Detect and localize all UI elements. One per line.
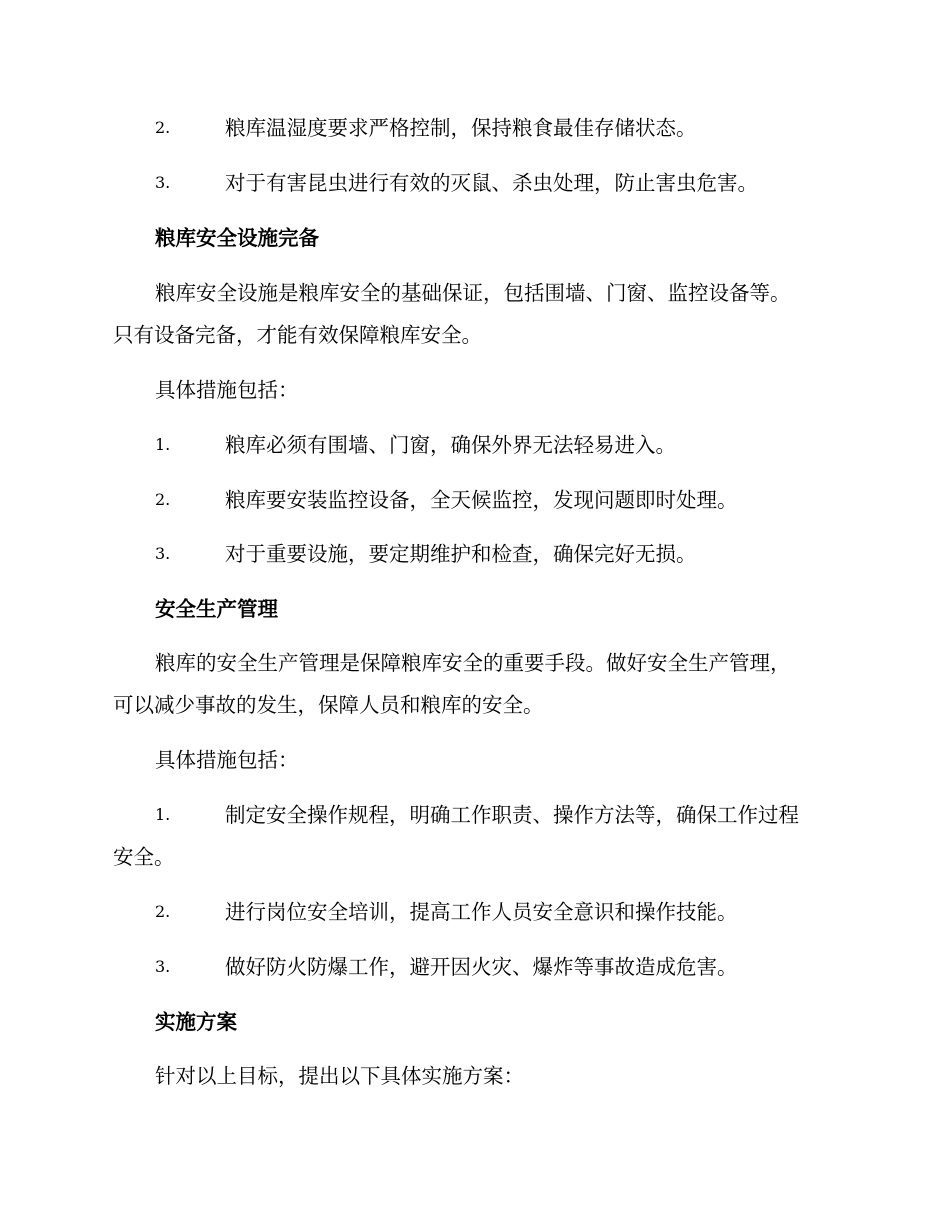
list-number: 3. bbox=[155, 173, 171, 192]
list-text: 粮库要安装监控设备，全天候监控，发现问题即时处理。 bbox=[225, 488, 738, 512]
list-text: 对于重要设施，要定期维护和检查，确保完好无损。 bbox=[225, 542, 697, 566]
list-number: 1. bbox=[155, 435, 171, 454]
section-heading: 安全生产管理 bbox=[155, 597, 278, 621]
list-item bbox=[155, 540, 838, 568]
list-text: 制定安全操作规程，明确工作职责、操作方法等，确保工作过程 bbox=[225, 803, 799, 827]
list-number: 3. bbox=[155, 544, 171, 563]
paragraph-line: 粮库的安全生产管理是保障粮库安全的重要手段。做好安全生产管理， bbox=[155, 651, 791, 675]
list-number: 3. bbox=[155, 957, 171, 976]
paragraph-line: 针对以上目标，提出以下具体实施方案： bbox=[155, 1064, 524, 1088]
list-text: 粮库温湿度要求严格控制，保持粮食最佳存储状态。 bbox=[225, 116, 697, 140]
section-heading: 粮库安全设施完备 bbox=[155, 226, 319, 250]
list-number: 2. bbox=[155, 902, 171, 921]
list-text: 对于有害昆虫进行有效的灭鼠、杀虫处理，防止害虫危害。 bbox=[225, 171, 758, 195]
list-item bbox=[155, 801, 838, 829]
section-heading: 实施方案 bbox=[155, 1010, 237, 1034]
paragraph-line: 粮库安全设施是粮库安全的基础保证，包括围墙、门窗、监控设备等。 bbox=[155, 281, 791, 305]
list-item bbox=[155, 431, 838, 459]
list-intro: 具体措施包括： bbox=[155, 378, 299, 402]
list-number: 2. bbox=[155, 118, 171, 137]
list-item bbox=[155, 953, 838, 981]
list-text: 做好防火防爆工作，避开因火灾、爆炸等事故造成危害。 bbox=[225, 955, 738, 979]
list-item bbox=[155, 169, 838, 197]
list-text: 粮库必须有围墙、门窗，确保外界无法轻易进入。 bbox=[225, 433, 676, 457]
list-intro: 具体措施包括： bbox=[155, 748, 299, 772]
list-number: 2. bbox=[155, 490, 171, 509]
list-item bbox=[155, 486, 838, 514]
list-item-continuation: 安全。 bbox=[113, 845, 175, 869]
list-text: 进行岗位安全培训，提高工作人员安全意识和操作技能。 bbox=[225, 900, 738, 924]
list-item bbox=[155, 898, 838, 926]
paragraph-line: 只有设备完备，才能有效保障粮库安全。 bbox=[113, 323, 482, 347]
list-number: 1. bbox=[155, 805, 171, 824]
paragraph-line: 可以减少事故的发生，保障人员和粮库的安全。 bbox=[113, 693, 544, 717]
list-item bbox=[155, 114, 838, 142]
